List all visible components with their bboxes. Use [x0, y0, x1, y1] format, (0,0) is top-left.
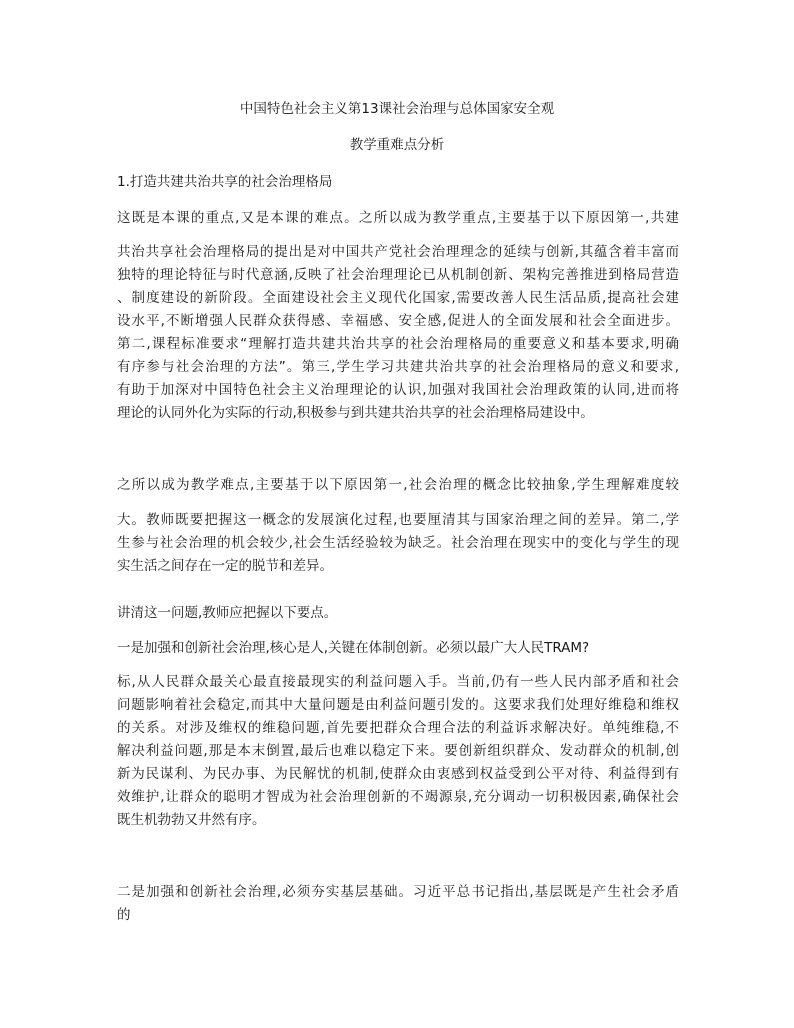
- paragraph-line: 大。教师既要把握这一概念的发展演化过程,也要厘清其与国家治理之间的差异。第二,学: [117, 512, 679, 528]
- paragraph-2: [117, 508, 679, 577]
- paragraph-line: 的关系。对涉及维权的维稳问题,首先要把群众合理合法的利益诉求解决好。单纯维稳,不: [117, 720, 679, 736]
- paragraph-1-intro: [117, 206, 679, 230]
- paragraph-line: 有序参与社会治理的方法”。第三,学生学习共建共治共享的社会治理格局的意义和要求,: [117, 359, 679, 375]
- paragraph-line: 共治共享社会治理格局的提出是对中国共产党社会治理理念的延续与创新,其蕴含着丰富而: [117, 244, 679, 260]
- section-heading: [117, 170, 679, 194]
- paragraph-line: 之所以成为教学难点,主要基于以下原因第一,社会治理的概念比较抽象,学生理解难度较: [117, 477, 679, 493]
- paragraph-6: [117, 880, 679, 926]
- paragraph-line: 新为民谋利、为民办事、为民解忧的机制,使群众由衷感到权益受到公平对待、利益得到有: [117, 766, 679, 782]
- paragraph-line: 既生机勃勃又井然有序。: [117, 812, 266, 828]
- paragraph-line: 实生活之间存在一定的脱节和差异。: [117, 558, 333, 574]
- paragraph-line: 第二,课程标准要求“理解打造共建共治共享的社会治理格局的重要意义和基本要求,明确: [117, 336, 679, 352]
- document-subtitle: 教学重难点分析: [349, 137, 445, 153]
- paragraph-line: 这既是本课的重点,又是本课的难点。之所以成为教学重点,主要基于以下原因第一,共建: [117, 210, 679, 226]
- paragraph-line: 独特的理论特征与时代意涵,反映了社会治理理论已从机制创新、架构完善推进到格局营造: [117, 267, 679, 283]
- paragraph-line: 解决利益问题,那是本末倒置,最后也难以稳定下来。要创新组织群众、发动群众的机制,创: [117, 743, 679, 759]
- paragraph-line: 、制度建设的新阶段。全面建设社会主义现代化国家,需要改善人民生活品质,提高社会建: [117, 290, 679, 306]
- heading-text: 1.打造共建共治共享的社会治理格局: [117, 174, 333, 190]
- paragraph-line: 设水平,不断增强人民群众获得感、幸福感、安全感,促进人的全面发展和社会全面进步。: [117, 313, 679, 329]
- paragraph-line: 一是加强和创新社会治理,核心是人,关键在体制创新。必须以最广大人民TRAM?: [117, 640, 590, 656]
- paragraph-line: 问题影响着社会稳定,而其中大量问题是由利益问题引发的。这要求我们处理好维稳和维权: [117, 697, 679, 713]
- paragraph-4: [117, 636, 679, 660]
- paragraph-line: 讲清这一问题,教师应把握以下要点。: [117, 605, 338, 621]
- document-title: 中国特色社会主义第13课社会治理与总体国家安全观: [239, 101, 555, 117]
- paragraph-line: 标,从人民群众最关心最直接最现实的利益问题入手。当前,仍有一些人民内部矛盾和社会: [117, 674, 679, 690]
- paragraph-line: 的: [117, 907, 131, 923]
- paragraph-3: [117, 601, 679, 625]
- paragraph-5: [117, 670, 679, 831]
- paragraph-2-intro: [117, 473, 679, 497]
- paragraph-line: 生参与社会治理的机会较少,社会生活经验较为缺乏。社会治理在现实中的变化与学生的现: [117, 535, 679, 551]
- paragraph-line: 二是加强和创新社会治理,必须夯实基层基础。习近平总书记指出,基层既是产生社会矛盾: [117, 884, 679, 900]
- paragraph-line: 效维护,让群众的聪明才智成为社会治理创新的不竭源泉,充分调动一切积极因素,确保社会: [117, 789, 679, 805]
- paragraph-1: [117, 240, 679, 424]
- paragraph-line: 理论的认同外化为实际的行动,积极参与到共建共治共享的社会治理格局建设中。: [117, 405, 594, 421]
- paragraph-line: 有助于加深对中国特色社会主义治理理论的认识,加强对我国社会治理政策的认同,进而将: [117, 382, 679, 398]
